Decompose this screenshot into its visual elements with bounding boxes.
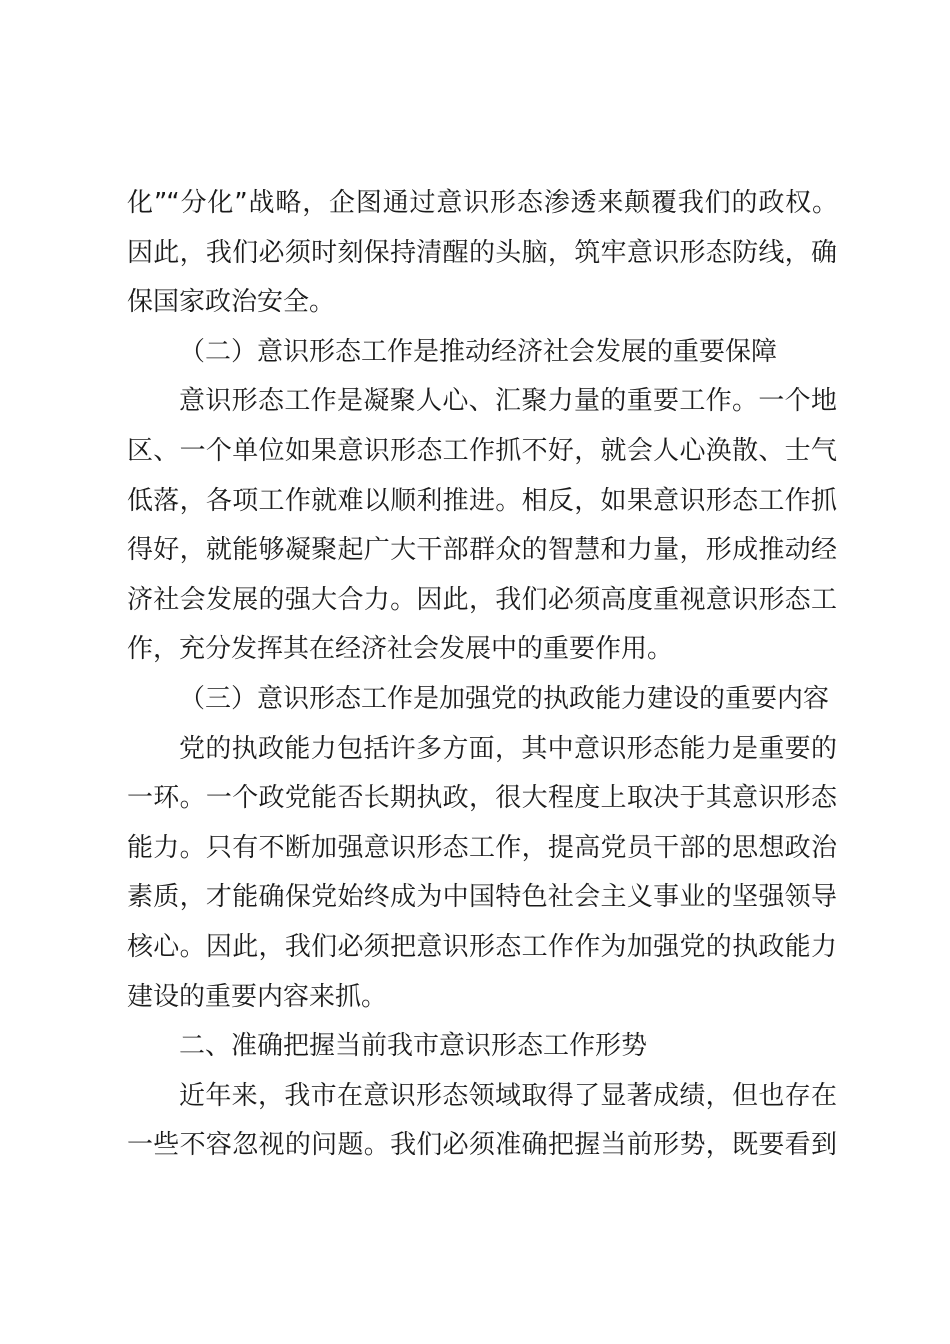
paragraph-line: 得好，就能够凝聚起广大干部群众的智慧和力量，形成推动经 — [127, 535, 837, 566]
paragraph-line: 济社会发展的强大合力。因此，我们必须高度重视意识形态工 — [127, 584, 837, 615]
paragraph-line: 一环。一个政党能否长期执政，很大程度上取决于其意识形态 — [127, 783, 837, 814]
paragraph-line: 区、一个单位如果意识形态工作抓不好，就会人心涣散、士气 — [127, 435, 837, 466]
paragraph-line: 作，充分发挥其在经济社会发展中的重要作用。 — [127, 634, 674, 665]
paragraph-line: 低落，各项工作就难以顺利推进。相反，如果意识形态工作抓 — [127, 485, 837, 516]
document-body — [127, 183, 837, 1175]
paragraph-line: 核心。因此，我们必须把意识形态工作作为加强党的执政能力 — [127, 931, 837, 962]
paragraph-line: 能力。只有不断加强意识形态工作，提高党员干部的思想政治 — [127, 832, 837, 863]
paragraph-line: 素质，才能确保党始终成为中国特色社会主义事业的坚强领导 — [127, 882, 837, 913]
paragraph-line: 党的执政能力包括许多方面，其中意识形态能力是重要的 — [179, 733, 837, 764]
section-heading: （三）意识形态工作是加强党的执政能力建设的重要内容 — [179, 683, 830, 714]
paragraph-line: 近年来，我市在意识形态领域取得了显著成绩，但也存在 — [179, 1080, 837, 1111]
section-heading: 二、准确把握当前我市意识形态工作形势 — [179, 1031, 648, 1062]
paragraph-line: 化”“分化”战略，企图通过意识形态渗透来颠覆我们的政权。 — [127, 188, 837, 218]
paragraph-line: 意识形态工作是凝聚人心、汇聚力量的重要工作。一个地 — [179, 386, 837, 417]
paragraph-line: 因此，我们必须时刻保持清醒的头脑，筑牢意识形态防线，确 — [127, 237, 837, 268]
paragraph-line: 建设的重要内容来抓。 — [127, 981, 388, 1012]
paragraph-line: 一些不容忽视的问题。我们必须准确把握当前形势，既要看到 — [127, 1130, 837, 1161]
paragraph-line: 保国家政治安全。 — [127, 287, 336, 318]
section-heading: （二）意识形态工作是推动经济社会发展的重要保障 — [179, 336, 778, 367]
